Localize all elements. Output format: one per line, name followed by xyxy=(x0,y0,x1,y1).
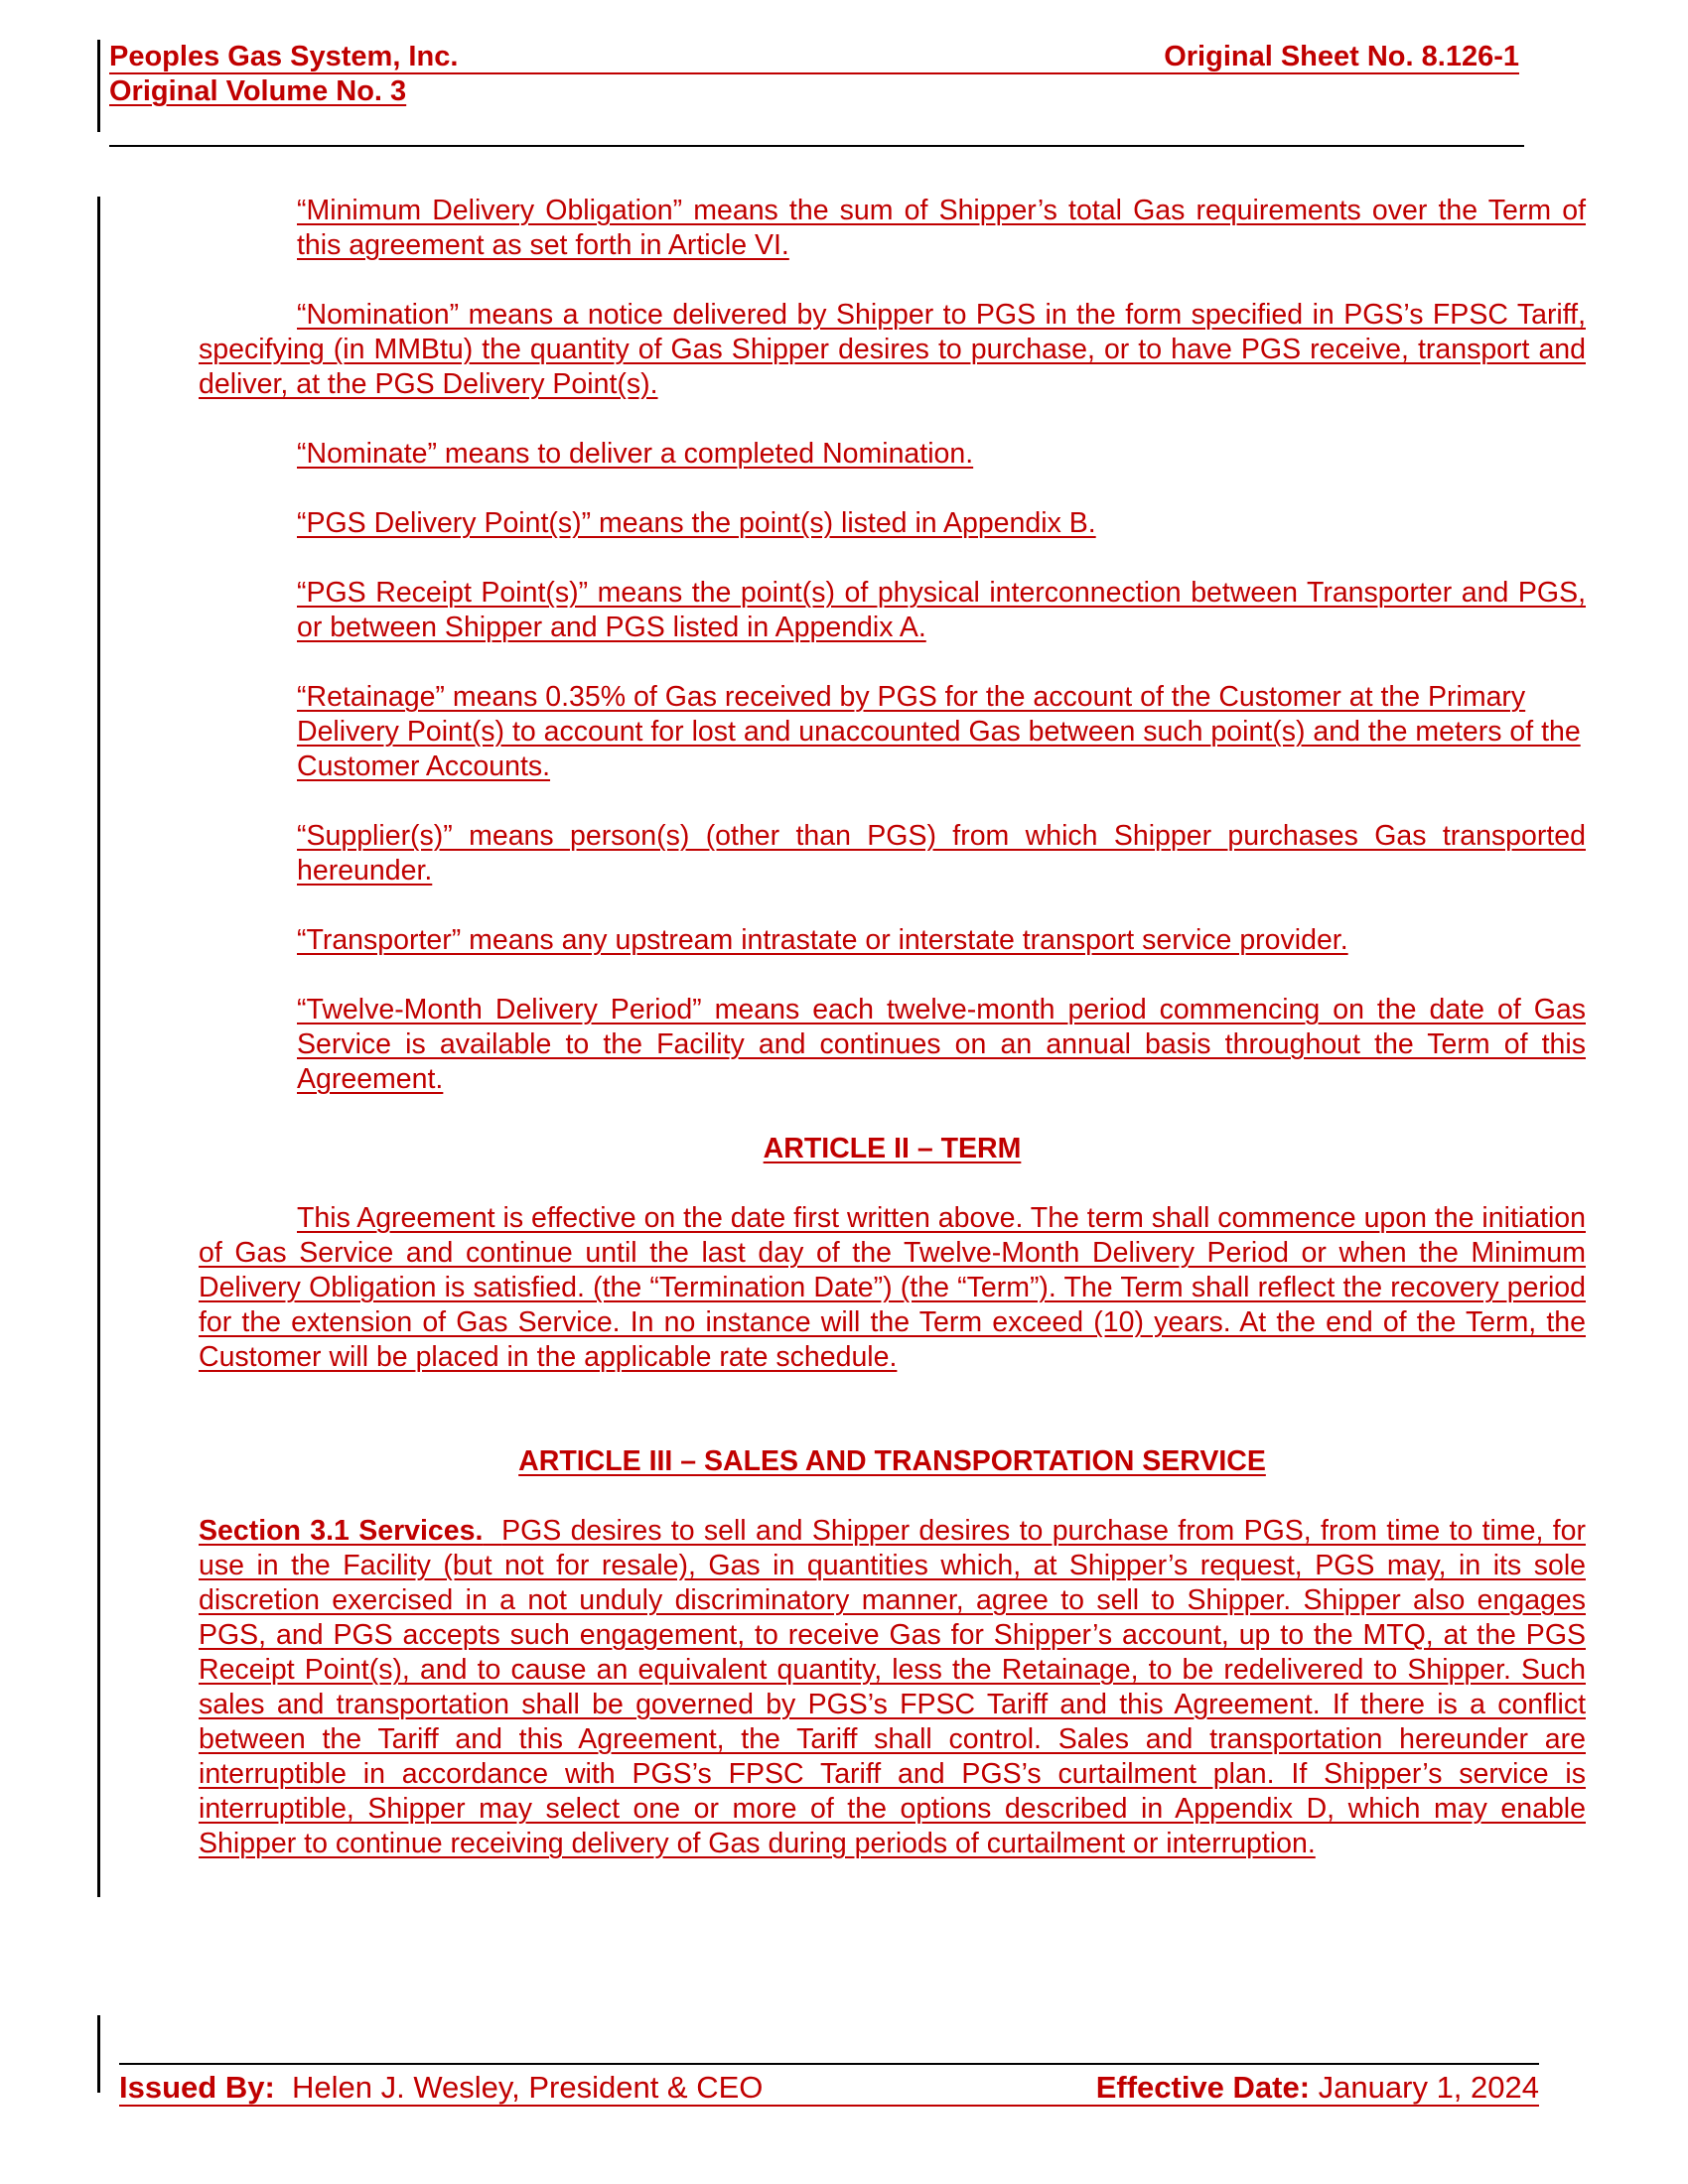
article-3-heading: ARTICLE III – SALES AND TRANSPORTATION SERVICE xyxy=(518,1445,1266,1477)
definition-nominate: “Nominate” means to deliver a completed Nomination. xyxy=(297,438,974,470)
effective-date: Effective Date: January 1, 2024 xyxy=(1095,2070,1539,2105)
definition-pgs-receipt-points: “PGS Receipt Point(s)” means the point(s) of physical interconnection between Transporter and PGS, or between Shipper and PGS listed in Appendix A. xyxy=(297,577,1586,643)
definition-minimum-delivery-obligation: “Minimum Delivery Obligation” means the sum of Shipper’s total Gas requirements over the Term of this agreement as set forth in Article VI. xyxy=(297,195,1586,261)
issued-by: Issued By: Helen J. Wesley, President & CEO xyxy=(119,2070,764,2105)
definition-nomination: “Nomination” means a notice delivered by Shipper to PGS in the form specified in PGS’s FPSC Tariff, specifying (in MMBtu) the quantity of Gas Shipper desires to purchase, or to have PGS receive, transport and deliver, at the PGS Delivery Point(s). xyxy=(199,299,1586,400)
definition-retainage: “Retainage” means 0.35% of Gas received by PGS for the account of the Customer at the Primary Delivery Point(s) to account for lost and unaccounted Gas between such point(s) and the meters of the Customer Accounts. xyxy=(297,681,1581,782)
header-separator xyxy=(109,145,1524,147)
footer-underline xyxy=(119,2105,1539,2107)
change-bar-footer xyxy=(97,2015,100,2093)
sheet-number: Original Sheet No. 8.126-1 xyxy=(1164,41,1519,72)
section-3-1-label: Section 3.1 Services. xyxy=(199,1515,484,1547)
change-bar-body xyxy=(97,197,100,1897)
article-2-body: This Agreement is effective on the date first written above. The term shall commence upon the initiation of Gas Service and continue until the last day of the Twelve-Month Delivery Period or when the Minimum Delivery Obligation is satisfied. (the “Termination Date”) (the “Term”). The Term shall reflect the recovery period for the extension of Gas Service. In no instance will the Term exceed (10) years. At the end of the Term, the Customer will be placed in the applicable rate schedule. xyxy=(199,1202,1586,1373)
change-bar-header xyxy=(97,40,100,132)
document-body xyxy=(199,194,1586,1896)
definition-twelve-month-delivery-period: “Twelve-Month Delivery Period” means each twelve-month period commencing on the date of Gas Service is available to the Facility and continues on an annual basis throughout the Term of this Agreement. xyxy=(297,994,1586,1095)
definition-pgs-delivery-points: “PGS Delivery Point(s)” means the point(s) listed in Appendix B. xyxy=(297,507,1096,539)
volume-number: Original Volume No. 3 xyxy=(109,75,407,107)
definition-transporter: “Transporter” means any upstream intrastate or interstate transport service provider. xyxy=(297,924,1348,956)
definition-suppliers: “Supplier(s)” means person(s) (other than PGS) from which Shipper purchases Gas transported hereunder. xyxy=(297,820,1586,887)
company-name: Peoples Gas System, Inc. xyxy=(109,41,459,72)
footer-separator xyxy=(119,2063,1539,2065)
article-2-heading: ARTICLE II – TERM xyxy=(763,1133,1022,1164)
spacer xyxy=(199,1410,1586,1444)
section-3-1-body: PGS desires to sell and Shipper desires to purchase from PGS, from time to time, for use in the Facility (but not for resale), Gas in quantities which, at Shipper’s request, PGS may, in its sole discretion exercised in a not unduly discriminatory manner, agree to sell to Shipper. Shipper also engages PGS, and PGS accepts such engagement, to receive Gas for Shipper’s account, up to the MTQ, at the PGS Receipt Point(s), and to cause an equivalent quantity, less the Retainage, to be redelivered to Shipper. Such sales and transportation shall be governed by PGS’s FPSC Tariff and this Agreement. If there is a conflict between the Tariff and this Agreement, the Tariff shall control. Sales and transportation hereunder are interruptible in accordance with PGS’s FPSC Tariff and PGS’s curtailment plan. If Shipper’s service is interruptible, Shipper may select one or more of the options described in Appendix D, which may enable Shipper to continue receiving delivery of Gas during periods of curtailment or interruption. xyxy=(199,1515,1586,1859)
section-3-1 xyxy=(199,1514,1586,1861)
